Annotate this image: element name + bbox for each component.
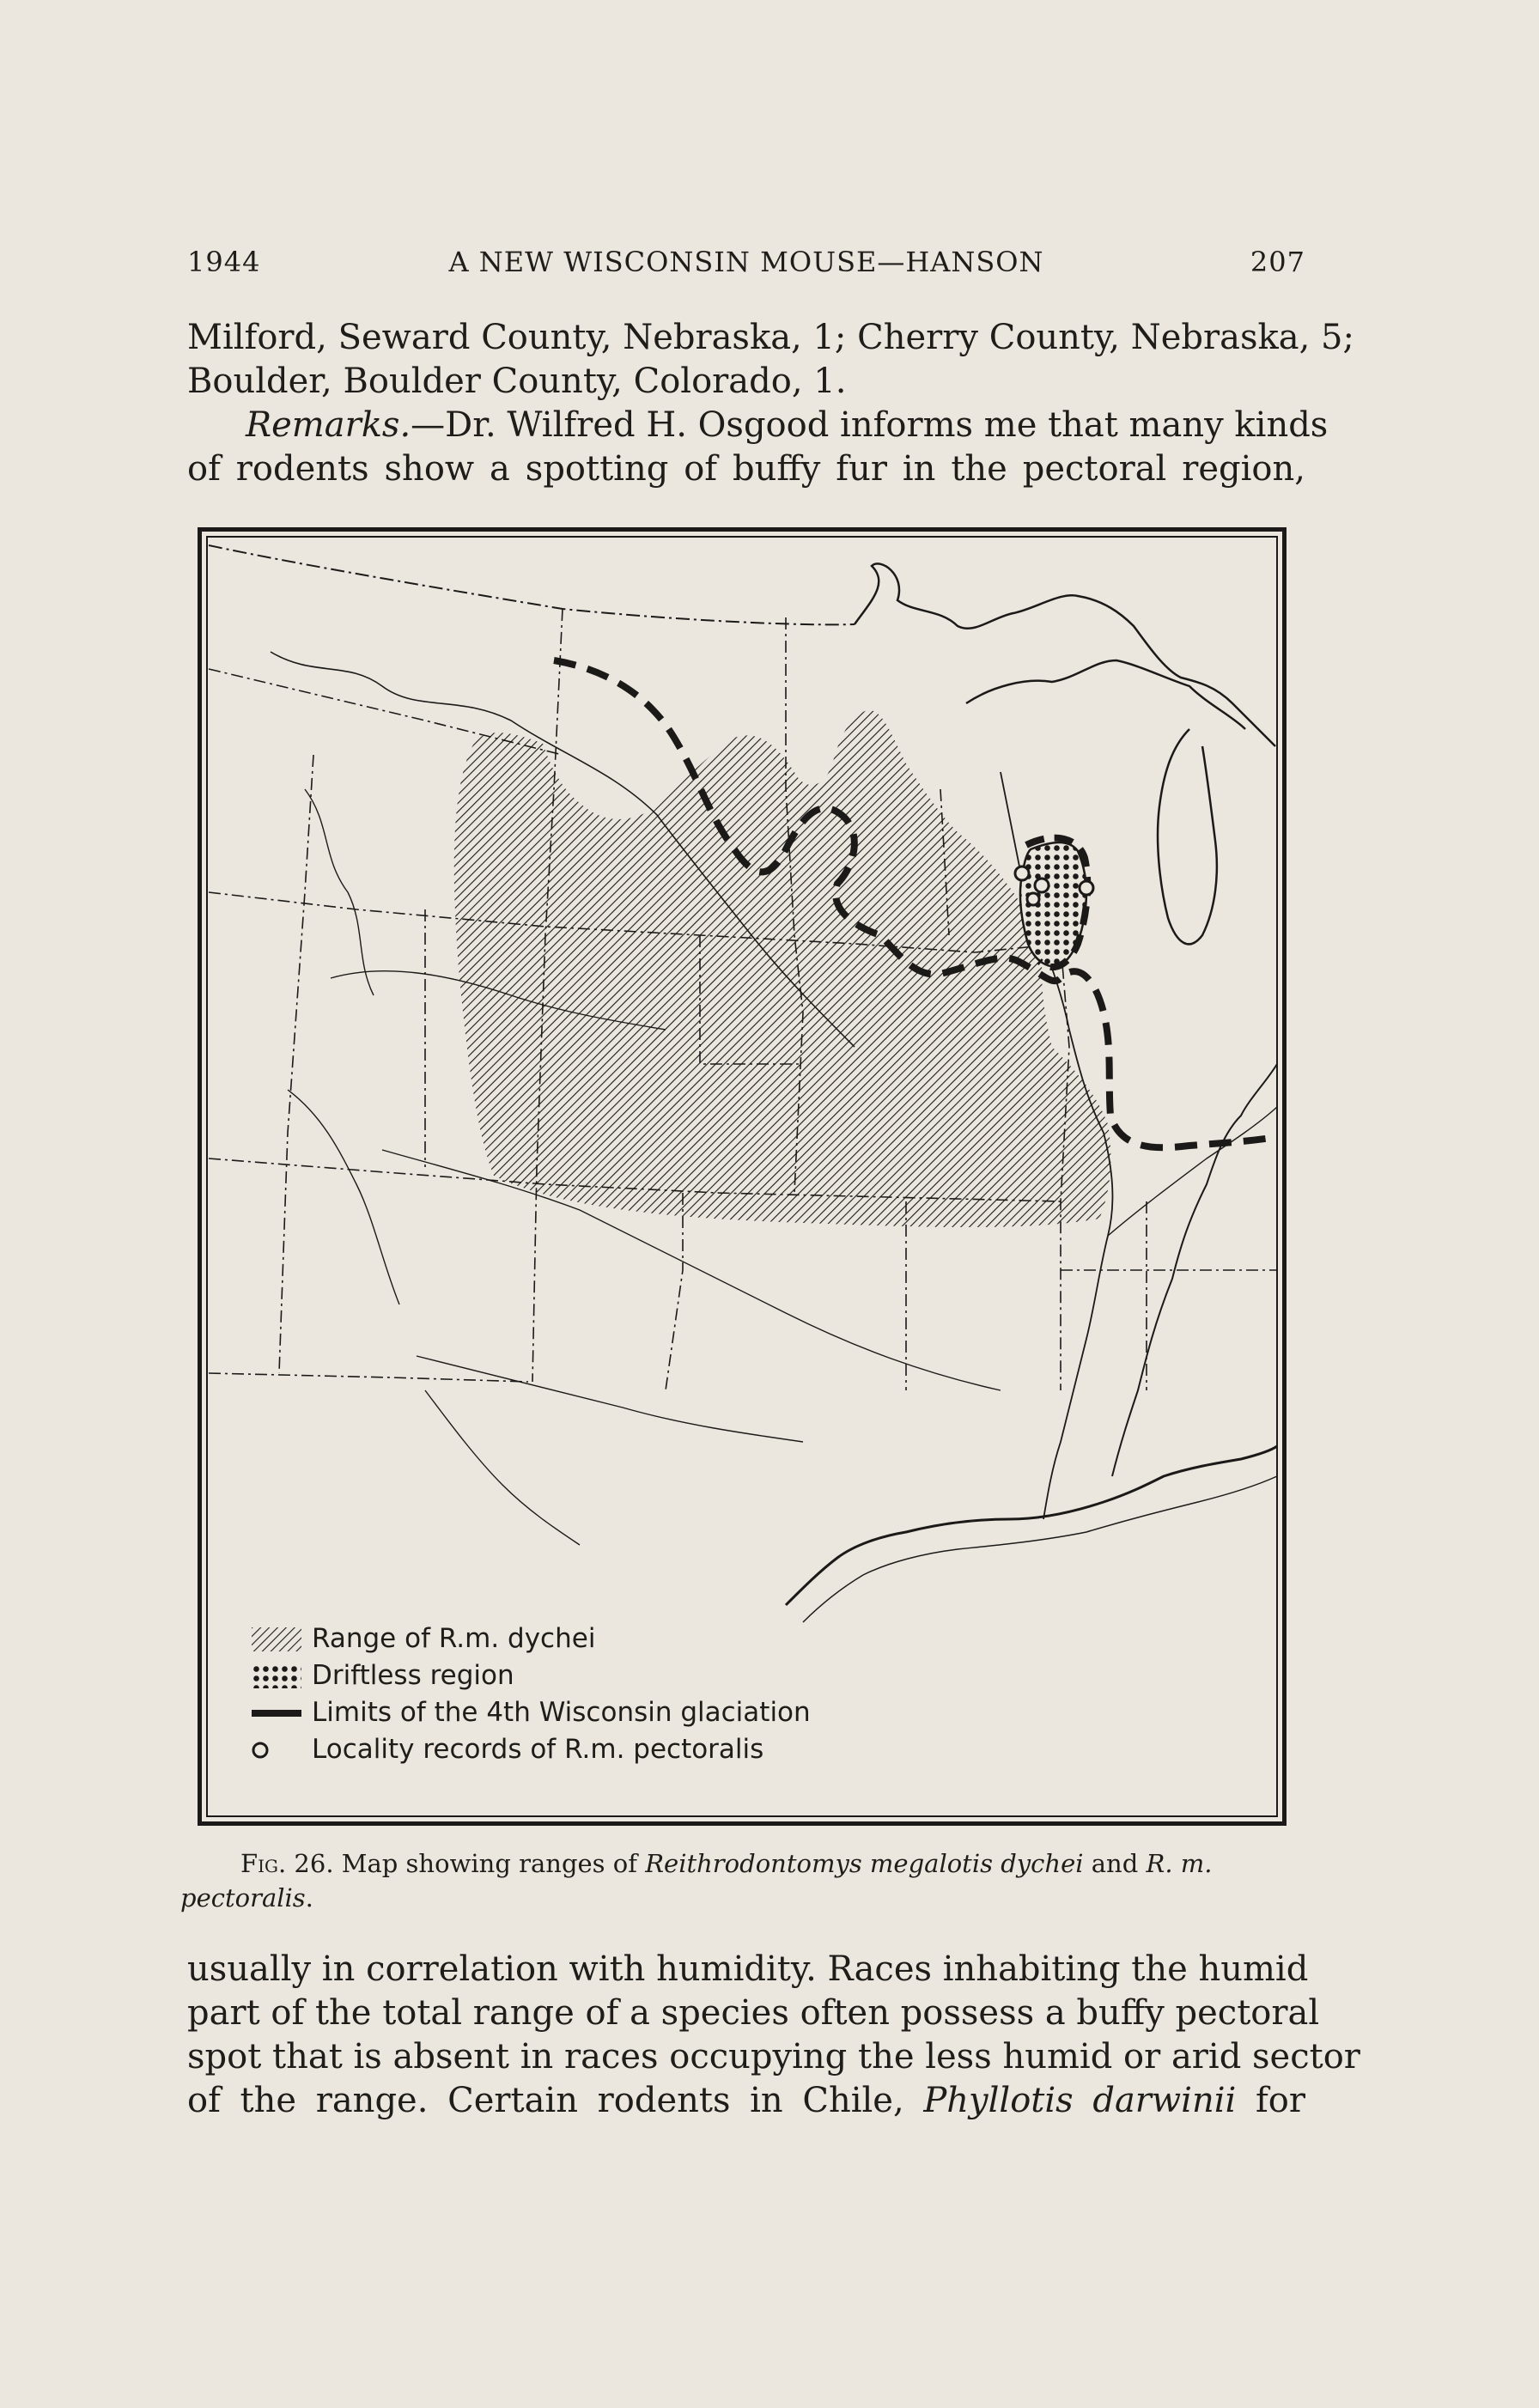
locality-record-marker [1027, 893, 1039, 905]
red-river [417, 1356, 803, 1442]
lake-superior-shore [966, 660, 1245, 729]
gulf-coast-outer [803, 1476, 1277, 1622]
legend-label-range: Range of R.m. dychei [312, 1623, 596, 1654]
gulf-coast [786, 1446, 1277, 1605]
legend-label-driftless: Driftless region [312, 1660, 514, 1691]
range-map-figure [198, 527, 1287, 1826]
page-number: 207 [1250, 246, 1305, 278]
caption-label: Fig. 26. [240, 1849, 334, 1878]
international-border [209, 545, 855, 624]
paragraph-line [187, 404, 1329, 447]
remarks-paragraph [187, 404, 1329, 491]
caption-species-2a: R. m. [1146, 1849, 1213, 1878]
paragraph-line: Boulder, Boulder County, Colorado, 1. [187, 362, 847, 401]
caption-line [180, 1881, 1323, 1915]
caption-conj: and [1091, 1849, 1139, 1878]
line4-text: of the range. Certain rodents in Chile, [187, 2081, 904, 2120]
great-lakes-coast [855, 563, 1275, 746]
remarks-text: —Dr. Wilfred H. Osgood informs me that many kinds [411, 405, 1329, 445]
paragraph-line: of rodents show a spotting of buffy fur in the pectoral region, [187, 449, 1305, 489]
paragraph-line: usually in correlation with humidity. Races inhabiting the humid [187, 1949, 1309, 1989]
remarks-heading: Remarks. [246, 405, 411, 445]
running-head [187, 246, 1305, 283]
caption-species-2b: pectoralis [180, 1883, 306, 1912]
line4-end: for [1255, 2081, 1305, 2120]
hatch-swatch-icon [252, 1627, 301, 1651]
dychei-range-area [454, 710, 1111, 1227]
locality-paragraph [187, 316, 1354, 404]
running-head-year: 1944 [187, 246, 261, 278]
paragraph-line: part of the total range of a species often possess a buffy pectoral [187, 1993, 1320, 2033]
dotted-swatch-icon [252, 1664, 301, 1688]
locality-record-marker [1080, 881, 1093, 895]
caption-text: Map showing ranges of [341, 1849, 637, 1878]
locality-record-marker [1015, 867, 1029, 880]
legend-label-glaciation: Limits of the 4th Wisconsin glaciation [312, 1697, 811, 1728]
open-circle-swatch-icon [252, 1738, 301, 1762]
figure-caption [180, 1846, 1323, 1915]
legend-label-localities: Locality records of R.m. pectoralis [312, 1734, 764, 1765]
paragraph-line: spot that is absent in races occupying the less humid or arid sector [187, 2037, 1360, 2077]
caption-line [180, 1846, 1323, 1881]
paragraph-line [187, 2079, 1305, 2123]
heavy-dash-swatch-icon [252, 1701, 301, 1725]
lake-michigan-shore [1158, 729, 1217, 944]
locality-record-marker [1035, 879, 1049, 892]
caption-end: . [305, 1883, 313, 1912]
paragraph-line: Milford, Seward County, Nebraska, 1; Cherry County, Nebraska, 5; [187, 318, 1354, 357]
bottom-paragraph [187, 1948, 1360, 2123]
caption-species-1: Reithrodontomys megalotis dychei [645, 1849, 1084, 1878]
line4-species: Phyllotis darwinii [923, 2081, 1237, 2120]
running-head-title: A NEW WISCONSIN MOUSE—HANSON [448, 246, 1044, 278]
